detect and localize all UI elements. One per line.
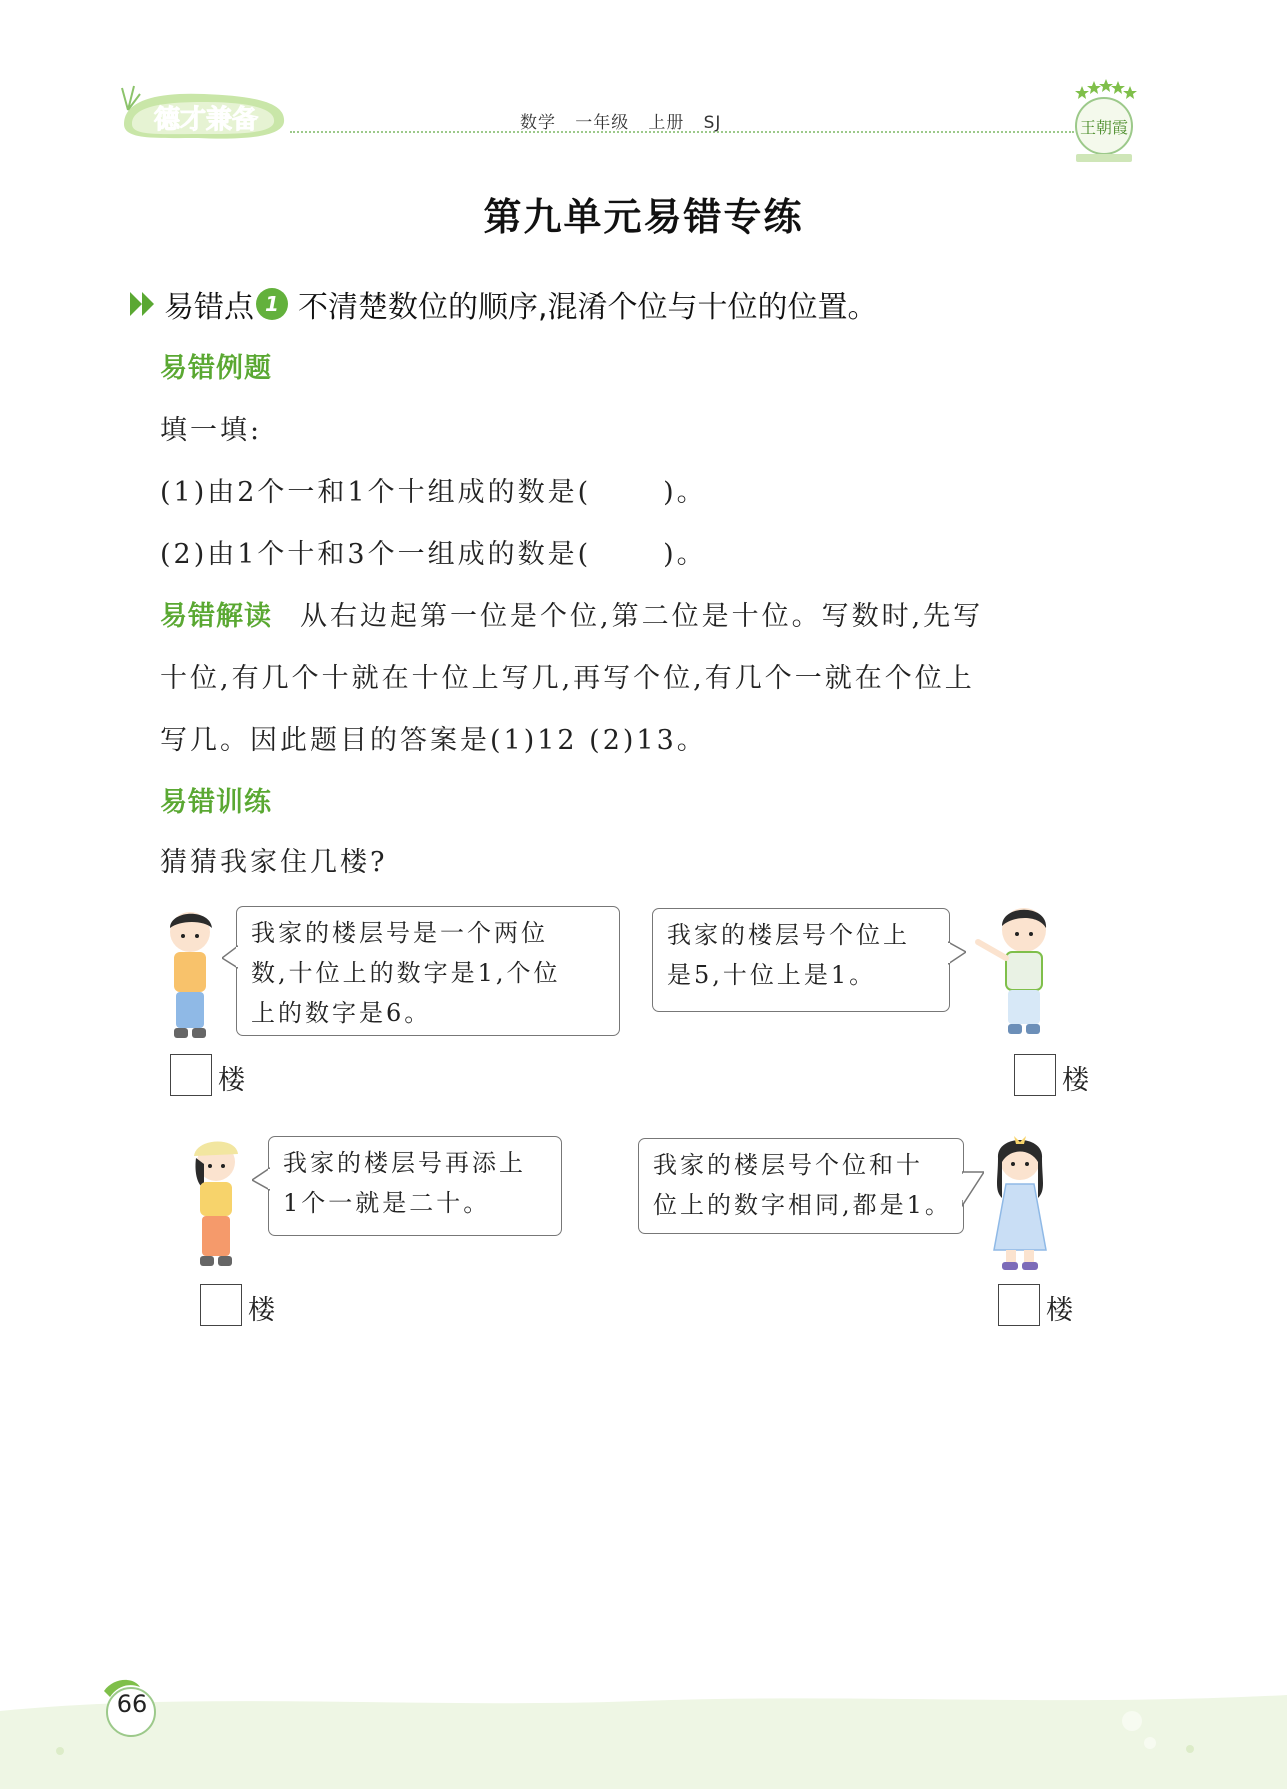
speech-bubble-3 (268, 1136, 562, 1236)
example-question-2 (160, 532, 707, 571)
speech-bubble-2 (652, 908, 950, 1012)
boy-pointing-character-icon (972, 902, 1062, 1042)
analysis-line-1 (160, 594, 983, 633)
q2-close: )。 (663, 539, 707, 570)
error-point-number: 1 (256, 288, 288, 320)
training-question: 猜猜我家住几楼? (160, 847, 388, 878)
analysis-line-2: 十位,有几个十就在十位上写几,再写个位,有几个一就在个位上 (160, 663, 975, 694)
bubble-3-line-2: 1个一就是二十。 (283, 1189, 491, 1217)
svg-text:德才兼备: 德才兼备 (153, 105, 259, 135)
brand-logo (118, 80, 290, 142)
unit-label-2: 楼 (1062, 1065, 1089, 1096)
girl-in-dress-character-icon (980, 1128, 1060, 1274)
logo-text: 王朝霞 (1079, 118, 1129, 137)
bubble-3-tail (252, 1166, 270, 1192)
header-info: 数学 一年级 上册 SJ (520, 113, 722, 133)
bubble-3-line-1: 我家的楼层号再添上 (283, 1149, 526, 1177)
bubble-2-line-2: 是5,十位上是1。 (667, 961, 877, 989)
speech-bubble-1 (236, 906, 620, 1036)
unit-label-4: 楼 (1046, 1295, 1073, 1326)
q1-close: )。 (663, 477, 707, 508)
q2-text: (2)由1个十和3个一组成的数是( (160, 539, 592, 570)
analysis-heading: 易错解读 (160, 601, 272, 632)
bubble-1-line-2: 数,十位上的数字是1,个位 (251, 959, 561, 987)
bubble-4-line-1: 我家的楼层号个位和十 (653, 1151, 923, 1179)
page-number: 66 (116, 1690, 148, 1718)
unit-label-3: 楼 (248, 1295, 275, 1326)
example-heading: 易错例题 (160, 353, 272, 384)
bubble-2-tail (948, 940, 966, 966)
example-question-1 (160, 470, 707, 509)
bubble-2-line-1: 我家的楼层号个位上 (667, 921, 910, 949)
girl-with-cap-character-icon (186, 1134, 246, 1276)
answer-box-2[interactable] (1014, 1054, 1056, 1096)
error-point-text: 不清楚数位的顺序,混淆个位与十位的位置。 (298, 290, 878, 325)
bubble-4-line-2: 位上的数字相同,都是1。 (653, 1191, 952, 1219)
error-point-label: 易错点 (164, 290, 254, 325)
unit-label-1: 楼 (218, 1065, 245, 1096)
bubble-1-tail (222, 944, 238, 970)
footer-decoration (0, 1685, 1287, 1789)
page-title: 第九单元易错专练 (483, 195, 804, 239)
analysis-text-1: 从右边起第一位是个位,第二位是十位。写数时,先写 (300, 601, 984, 632)
answer-box-3[interactable] (200, 1284, 242, 1326)
answer-box-4[interactable] (998, 1284, 1040, 1326)
bubble-1-line-3: 上的数字是6。 (251, 999, 432, 1027)
speech-bubble-4 (638, 1138, 964, 1234)
example-prompt: 填一填: (160, 415, 263, 446)
publisher-logo (1068, 78, 1140, 166)
error-point-heading (128, 284, 878, 324)
bubble-1-line-1: 我家的楼层号是一个两位 (251, 919, 548, 947)
q1-text: (1)由2个一和1个十组成的数是( (160, 477, 592, 508)
answer-box-1[interactable] (170, 1054, 212, 1096)
training-heading: 易错训练 (160, 787, 272, 818)
boy-character-icon (160, 906, 220, 1048)
double-chevron-icon (128, 290, 158, 318)
analysis-line-3: 写几。因此题目的答案是(1)12 (2)13。 (160, 725, 707, 756)
